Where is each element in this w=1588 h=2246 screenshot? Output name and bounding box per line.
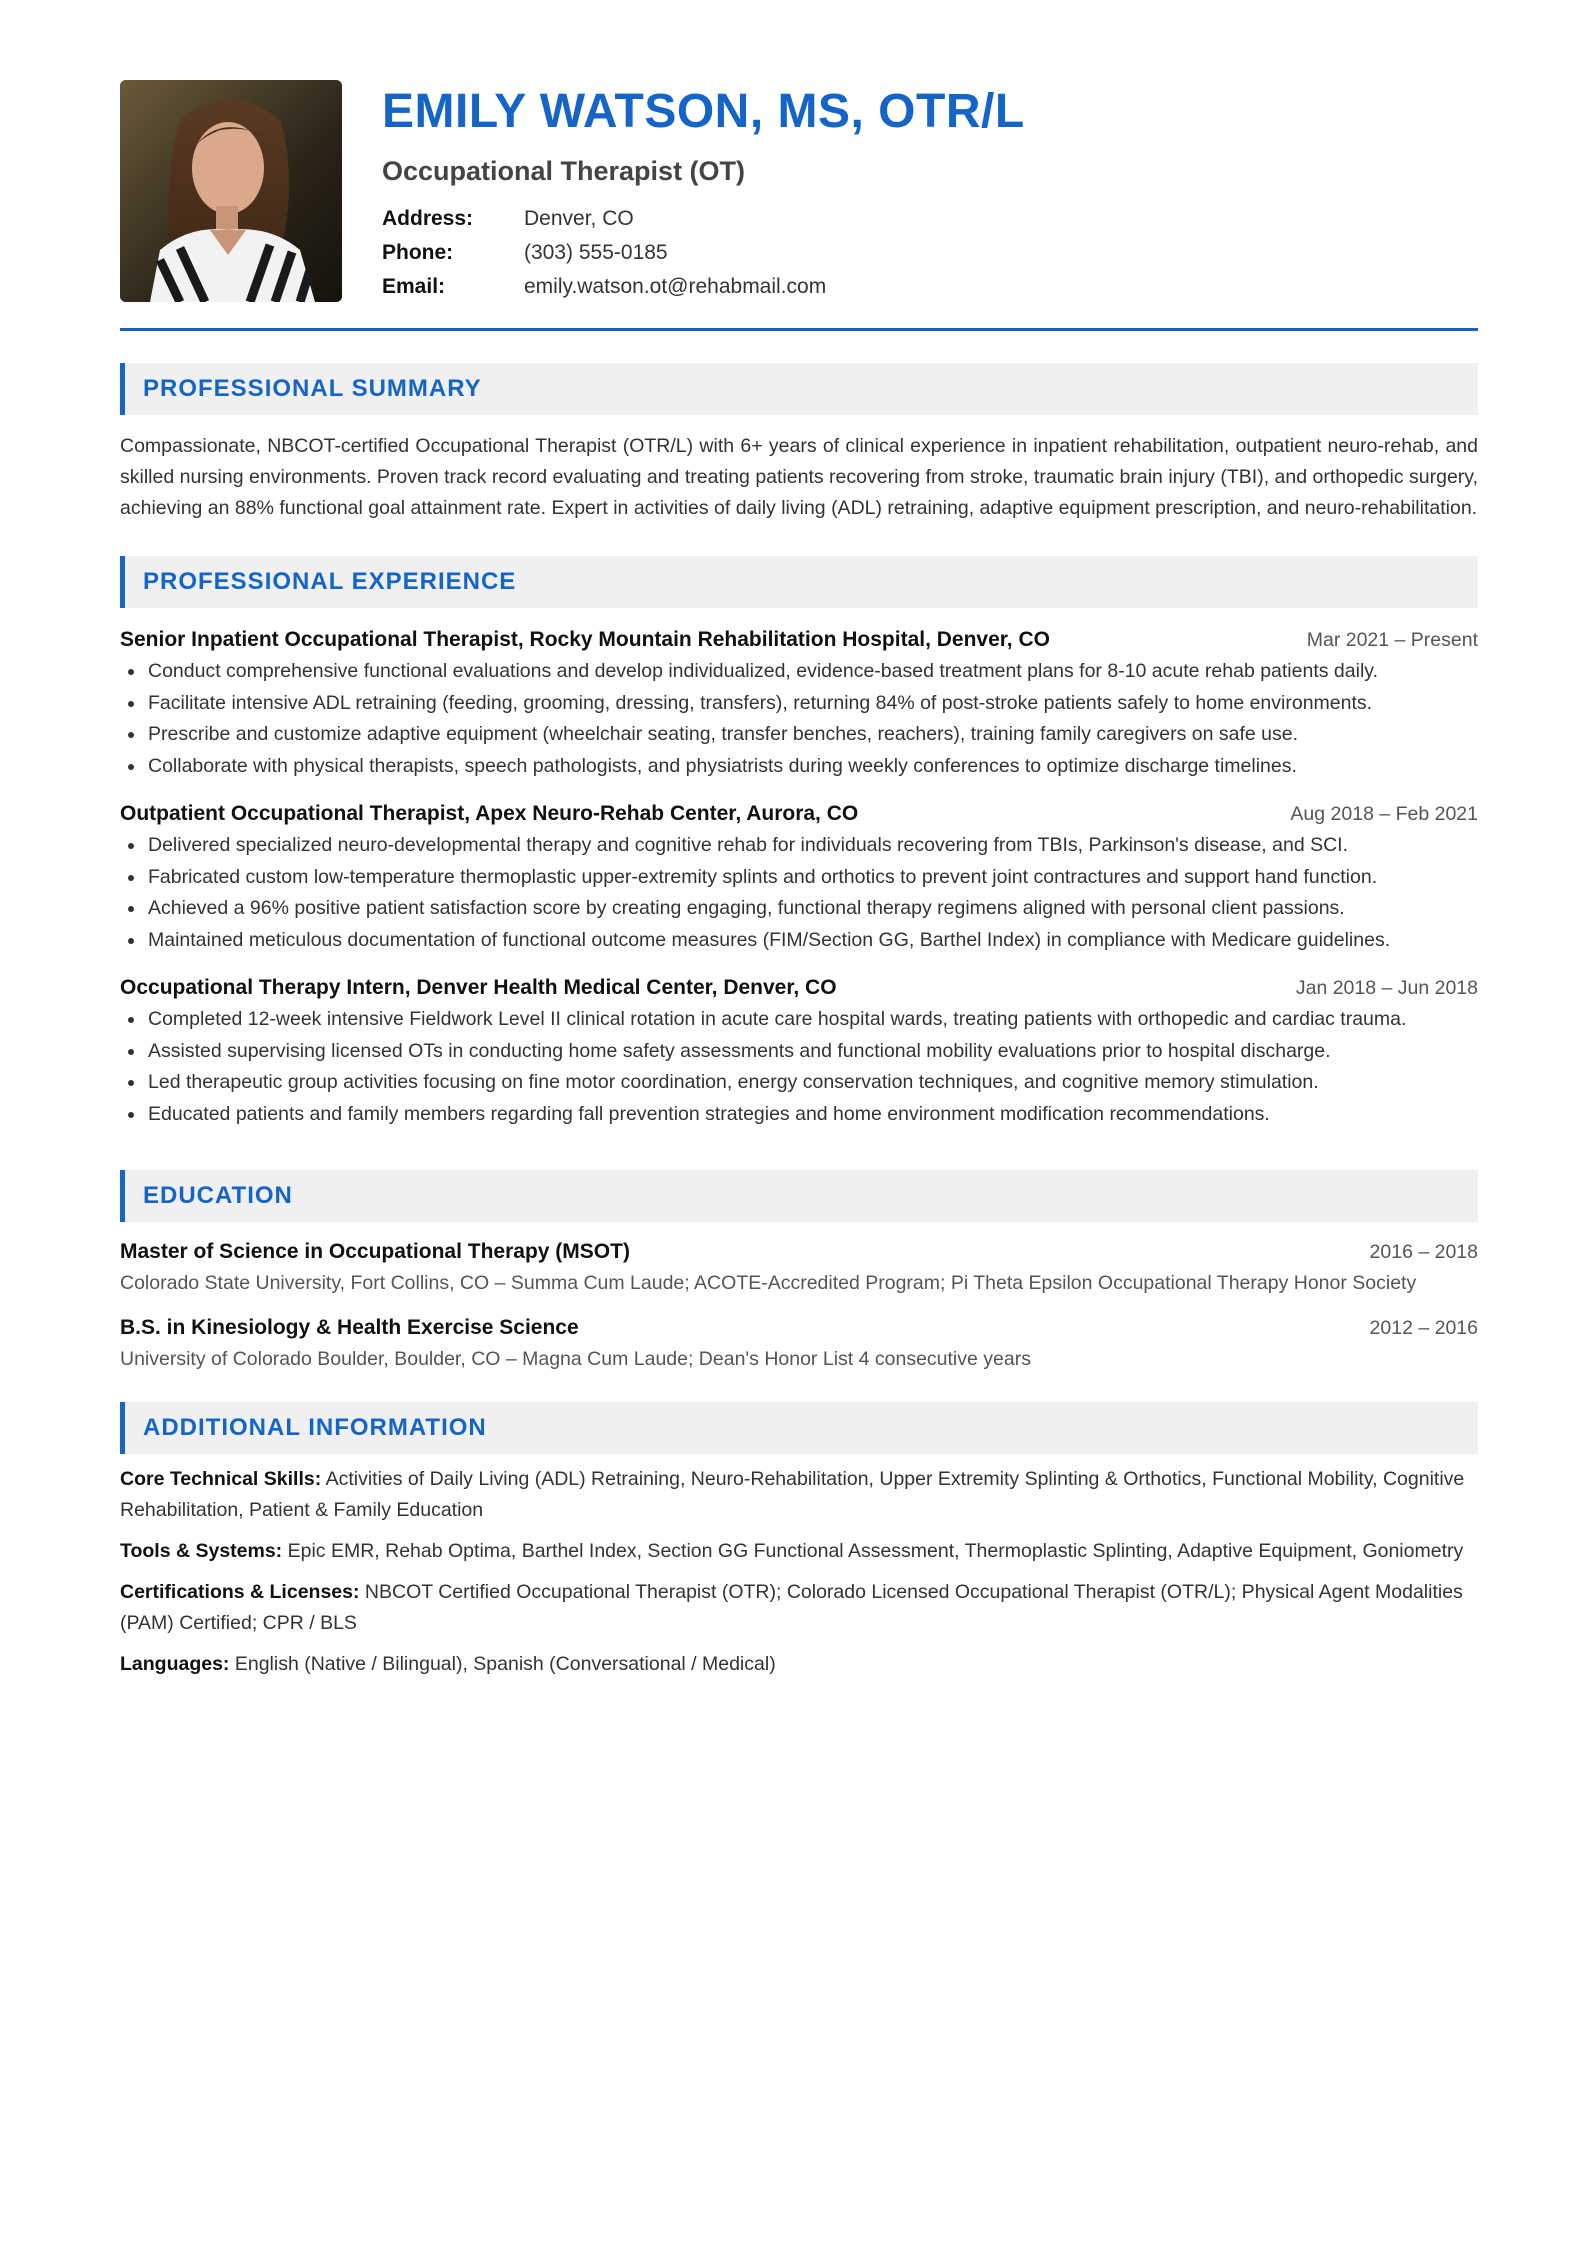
list-item: Collaborate with physical therapists, speech pathologists, and physiatrists during weekly conferences to optimize discharge timelines. <box>148 751 1478 783</box>
additional-text: NBCOT Certified Occupational Therapist (OTR); Colorado Licensed Occupational Therapist (OTR/L); Physical Agent Modalities (PAM) Certified; CPR / BLS <box>120 1581 1463 1634</box>
education-header <box>120 1236 1478 1268</box>
job-role: Occupational Therapy Intern, Denver Health Medical Center, Denver, CO <box>120 976 837 999</box>
contact-email <box>382 270 1478 304</box>
additional-item <box>120 1649 1478 1680</box>
candidate-title: Occupational Therapist (OT) <box>382 156 746 186</box>
education-degree: Master of Science in Occupational Therapy (MSOT) <box>120 1240 630 1263</box>
list-item: Delivered specialized neuro-developmental therapy and cognitive rehab for individuals recovering from TBIs, Parkinson's disease, and SCI. <box>148 830 1478 862</box>
education-header <box>120 1312 1478 1344</box>
portrait-image <box>120 80 342 302</box>
summary-text: Compassionate, NBCOT-certified Occupational Therapist (OTR/L) with 6+ years of clinical experience in inpatient rehabilitation, outpatient neuro-rehab, and skilled nursing environments. Proven track record evaluating and treating patients recovering from stroke, traumatic brain injury (TBI), and orthopedic surgery, achieving an 88% functional goal attainment rate. Expert in activities of daily living (ADL) retraining, adaptive equipment prescription, and neuro-rehabilitation. <box>120 435 1478 519</box>
education-years: 2016 – 2018 <box>1369 1241 1478 1263</box>
education-entry <box>120 1236 1478 1298</box>
education-section <box>120 1170 1478 1374</box>
header-text <box>382 80 1478 304</box>
job-bullets <box>120 656 1478 782</box>
section-title: PROFESSIONAL SUMMARY <box>143 375 482 402</box>
job-dates: Mar 2021 – Present <box>1306 629 1478 651</box>
list-item: Completed 12-week intensive Fieldwork Level II clinical rotation in acute care hospital wards, treating patients with orthopedic and cardiac trauma. <box>148 1004 1478 1036</box>
job-bullets <box>120 1004 1478 1130</box>
additional-section <box>120 1402 1478 1680</box>
job-dates: Jan 2018 – Jun 2018 <box>1295 977 1478 999</box>
contact-label: Phone: <box>382 241 454 264</box>
additional-item <box>120 1577 1478 1639</box>
list-item: Educated patients and family members regarding fall prevention strategies and home environment modification recommendations. <box>148 1099 1478 1131</box>
job-entry <box>120 624 1478 782</box>
contact-value: Denver, CO <box>524 207 634 230</box>
additional-label: Languages: <box>120 1653 230 1675</box>
additional-text: Activities of Daily Living (ADL) Retraining, Neuro-Rehabilitation, Upper Extremity Splinting & Orthotics, Functional Mobility, Cognitive Rehabilitation, Patient & Family Education <box>120 1468 1465 1521</box>
job-entry <box>120 972 1478 1130</box>
education-detail: Colorado State University, Fort Collins, CO – Summa Cum Laude; ACOTE-Accredited Program; Pi Theta Epsilon Occupational Therapy Honor Society <box>120 1272 1417 1294</box>
job-dates: Aug 2018 – Feb 2021 <box>1290 803 1478 825</box>
list-item: Led therapeutic group activities focusing on fine motor coordination, energy conservation techniques, and cognitive memory stimulation. <box>148 1067 1478 1099</box>
contact-info <box>382 202 1478 304</box>
list-item: Prescribe and customize adaptive equipment (wheelchair seating, transfer benches, reachers), training family caregivers on safe use. <box>148 719 1478 751</box>
experience-section <box>120 556 1478 1130</box>
section-header <box>120 556 1478 608</box>
contact-value: (303) 555-0185 <box>524 241 668 264</box>
job-bullets <box>120 830 1478 956</box>
additional-label: Core Technical Skills: <box>120 1468 322 1490</box>
contact-label: Address: <box>382 207 474 230</box>
job-role: Senior Inpatient Occupational Therapist, Rocky Mountain Rehabilitation Hospital, Denver, CO <box>120 628 1050 651</box>
section-title: EDUCATION <box>143 1182 293 1209</box>
contact-value[interactable]: emily.watson.ot@rehabmail.com <box>524 275 827 298</box>
profile-photo <box>120 80 342 302</box>
additional-item <box>120 1536 1478 1567</box>
additional-label: Certifications & Licenses: <box>120 1581 360 1603</box>
candidate-name: EMILY WATSON, MS, OTR/L <box>382 85 1025 138</box>
education-years: 2012 – 2016 <box>1369 1317 1478 1339</box>
contact-label: Email: <box>382 275 446 298</box>
list-item: Assisted supervising licensed OTs in conducting home safety assessments and functional mobility evaluations prior to hospital discharge. <box>148 1036 1478 1068</box>
section-header <box>120 363 1478 415</box>
resume-header <box>120 80 1478 300</box>
resume-content <box>120 80 1478 1680</box>
contact-address <box>382 202 1478 236</box>
job-header <box>120 798 1478 830</box>
section-title: ADDITIONAL INFORMATION <box>143 1414 487 1441</box>
section-title: PROFESSIONAL EXPERIENCE <box>143 568 517 595</box>
section-header <box>120 1402 1478 1454</box>
job-header <box>120 972 1478 1004</box>
additional-item <box>120 1464 1478 1526</box>
education-degree: B.S. in Kinesiology & Health Exercise Science <box>120 1316 579 1339</box>
list-item: Fabricated custom low-temperature thermoplastic upper-extremity splints and orthotics to prevent joint contractures and support hand function. <box>148 862 1478 894</box>
list-item: Facilitate intensive ADL retraining (feeding, grooming, dressing, transfers), returning 84% of post-stroke patients safely to home environments. <box>148 688 1478 720</box>
list-item: Maintained meticulous documentation of functional outcome measures (FIM/Section GG, Barthel Index) in compliance with Medicare guidelines. <box>148 925 1478 957</box>
additional-text: Epic EMR, Rehab Optima, Barthel Index, Section GG Functional Assessment, Thermoplastic Splinting, Adaptive Equipment, Goniometry <box>287 1540 1464 1562</box>
contact-phone <box>382 236 1478 270</box>
list-item: Achieved a 96% positive patient satisfaction score by creating engaging, functional therapy regimens aligned with personal client passions. <box>148 893 1478 925</box>
summary-section <box>120 363 1478 524</box>
list-item: Conduct comprehensive functional evaluations and develop individualized, evidence-based treatment plans for 8-10 acute rehab patients daily. <box>148 656 1478 688</box>
job-header <box>120 624 1478 656</box>
education-entry <box>120 1312 1478 1374</box>
education-detail: University of Colorado Boulder, Boulder, CO – Magna Cum Laude; Dean's Honor List 4 consecutive years <box>120 1348 1031 1370</box>
header-divider <box>120 328 1478 331</box>
additional-label: Tools & Systems: <box>120 1540 283 1562</box>
job-entry <box>120 798 1478 956</box>
section-header <box>120 1170 1478 1222</box>
job-role: Outpatient Occupational Therapist, Apex Neuro-Rehab Center, Aurora, CO <box>120 802 859 825</box>
additional-text: English (Native / Bilingual), Spanish (Conversational / Medical) <box>234 1653 776 1675</box>
